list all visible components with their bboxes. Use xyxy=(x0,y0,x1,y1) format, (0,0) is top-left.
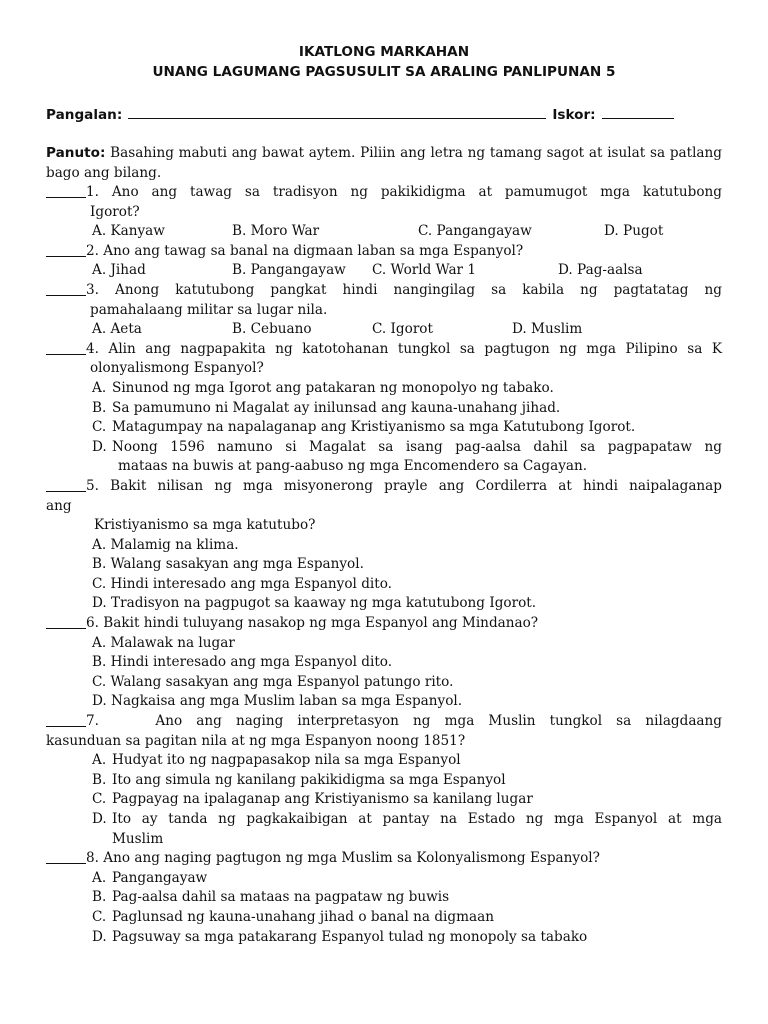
option: D. Pagsuway sa mga patakarang Espanyol tulad ng monopoly sa tabako xyxy=(92,928,588,945)
option: D. Nagkaisa ang mga Muslim laban sa mga Espanyol. xyxy=(92,693,463,710)
option: C. Paglunsad ng kauna-unahang jihad o banal na digmaan xyxy=(92,908,494,925)
option: C. Hindi interesado ang mga Espanyol dito. xyxy=(92,575,392,592)
answer-blank[interactable] xyxy=(46,712,86,727)
option: D. Ito ay tanda ng pagkakaibigan at pantay na Estado ng mga Espanyol at mga xyxy=(92,811,722,827)
question-stem: 4. Alin ang nagpapakita ng katotohanan tungkol sa pagtugon ng mga Pilipino sa K xyxy=(86,340,722,357)
option: C. Pangangayaw xyxy=(418,223,532,240)
option: B. Moro War xyxy=(232,223,320,240)
option: C. Matagumpay na napalaganap ang Kristiyanismo sa mga Katutubong Igorot. xyxy=(92,419,636,436)
question-stem: 2. Ano ang tawag sa banal na digmaan laban sa mga Espanyol? xyxy=(86,242,524,259)
option: B. Ito ang simula ng kanilang pakikidigma sa mga Espanyol xyxy=(92,771,506,788)
options-row xyxy=(46,320,722,340)
option: A. Malawak na lugar xyxy=(92,634,235,651)
question-stem-wrap: ang xyxy=(46,497,72,514)
option: C. Walang sasakyan ang mga Espanyol patungo rito. xyxy=(92,673,454,690)
option: A. Jihad xyxy=(92,262,146,279)
question-5 xyxy=(46,477,722,614)
quiz-title: UNANG LAGUMANG PAGSUSULIT SA ARALING PANLIPUNAN 5 xyxy=(152,64,616,80)
option: A. Malamig na klima. xyxy=(92,536,239,553)
option: A. Sinunod ng mga Igorot ang patakaran ng monopolyo ng tabako. xyxy=(92,379,554,396)
option: D. Tradisyon na pagpugot sa kaaway ng mga katutubong Igorot. xyxy=(92,595,537,612)
option: B. Walang sasakyan ang mga Espanyol. xyxy=(92,556,364,573)
option: D. Muslim xyxy=(512,321,583,338)
directions xyxy=(46,143,722,183)
option: C. Pagpayag na ipalaganap ang Kristiyanismo sa kanilang lugar xyxy=(92,791,533,808)
name-score-line xyxy=(46,104,722,123)
option: D. Noong 1596 namuno si Magalat sa isang pag-aalsa dahil sa pagpapataw ng xyxy=(92,438,722,455)
answer-blank[interactable] xyxy=(46,183,86,198)
option: B. Hindi interesado ang mga Espanyol dito. xyxy=(92,654,393,671)
name-label: Pangalan: xyxy=(46,107,123,123)
answer-blank[interactable] xyxy=(46,614,86,629)
directions-text: Basahing mabuti ang bawat aytem. Piliin ang letra ng tamang sagot at isulat sa patlang bago ang bilang. xyxy=(46,145,722,181)
options-row xyxy=(46,261,722,281)
question-stem: 7. Ano ang naging interpretasyon ng mga Muslin tungkol sa nilagdaang xyxy=(86,713,722,730)
quiz-page xyxy=(46,40,722,947)
answer-blank[interactable] xyxy=(46,477,86,492)
question-2 xyxy=(46,242,722,281)
option: A. Kanyaw xyxy=(92,223,165,240)
question-stem: 6. Bakit hindi tuluyang nasakop ng mga Espanyol ang Mindanao? xyxy=(86,615,539,632)
option: A. Aeta xyxy=(92,321,142,338)
question-stem: 1. Ano ang tawag sa tradisyon ng pakikidigma at pamumugot mga katutubong xyxy=(86,184,722,200)
options-row xyxy=(46,222,722,242)
question-stem-cont: Kristiyanismo sa mga katutubo? xyxy=(94,517,316,534)
option: D. Pag-aalsa xyxy=(558,262,643,279)
question-4 xyxy=(46,340,722,477)
question-7 xyxy=(46,712,722,849)
question-1 xyxy=(46,183,722,242)
option: C. Igorot xyxy=(372,321,433,338)
question-3 xyxy=(46,281,722,340)
question-stem: 3. Anong katutubong pangkat hindi nangingilag sa kabila ng pagtatatag ng xyxy=(86,281,722,298)
options-list xyxy=(46,536,722,614)
question-stem-cont: olonyalismong Espanyol? xyxy=(90,360,264,377)
answer-blank[interactable] xyxy=(46,849,86,864)
quarter-title: IKATLONG MARKAHAN xyxy=(298,44,470,60)
options-list xyxy=(46,869,722,947)
option: B. Sa pamumuno ni Magalat ay inilunsad ang kauna-unahang jihad. xyxy=(92,399,561,416)
answer-blank[interactable] xyxy=(46,340,86,355)
option: A. Pangangayaw xyxy=(92,869,208,886)
options-list xyxy=(46,634,722,712)
option: B. Pangangayaw xyxy=(232,262,346,279)
options-list xyxy=(46,379,722,477)
answer-blank[interactable] xyxy=(46,281,86,296)
question-stem-cont: Igorot? xyxy=(90,203,140,220)
score-blank[interactable] xyxy=(602,104,674,119)
question-stem-cont: pamahalaang militar sa lugar nila. xyxy=(90,301,328,318)
option: B. Cebuano xyxy=(232,321,312,338)
question-stem: 8. Ano ang naging pagtugon ng mga Muslim sa Kolonyalismong Espanyol? xyxy=(86,850,600,867)
answer-blank[interactable] xyxy=(46,242,86,257)
option: D. Pugot xyxy=(604,223,664,240)
question-stem: 5. Bakit nilisan ng mga misyonerong prayle ang Cordilerra at hindi naipalaganap xyxy=(86,477,722,494)
question-8 xyxy=(46,849,722,947)
option: A. Hudyat ito ng nagpapasakop nila sa mga Espanyol xyxy=(92,752,461,769)
score-label: Iskor: xyxy=(552,107,596,123)
option-cont: Muslim xyxy=(112,830,164,847)
name-blank[interactable] xyxy=(128,104,546,119)
question-stem-wrap: kasunduan sa pagitan nila at ng mga Espanyon noong 1851? xyxy=(46,732,466,749)
option: B. Pag-aalsa dahil sa mataas na pagpataw ng buwis xyxy=(92,889,450,906)
options-list xyxy=(46,751,722,849)
option: C. World War 1 xyxy=(372,262,477,279)
question-6 xyxy=(46,614,722,712)
option-cont: mataas na buwis at pang-aabuso ng mga Encomendero sa Cagayan. xyxy=(118,458,588,475)
directions-label: Panuto: xyxy=(46,145,106,161)
